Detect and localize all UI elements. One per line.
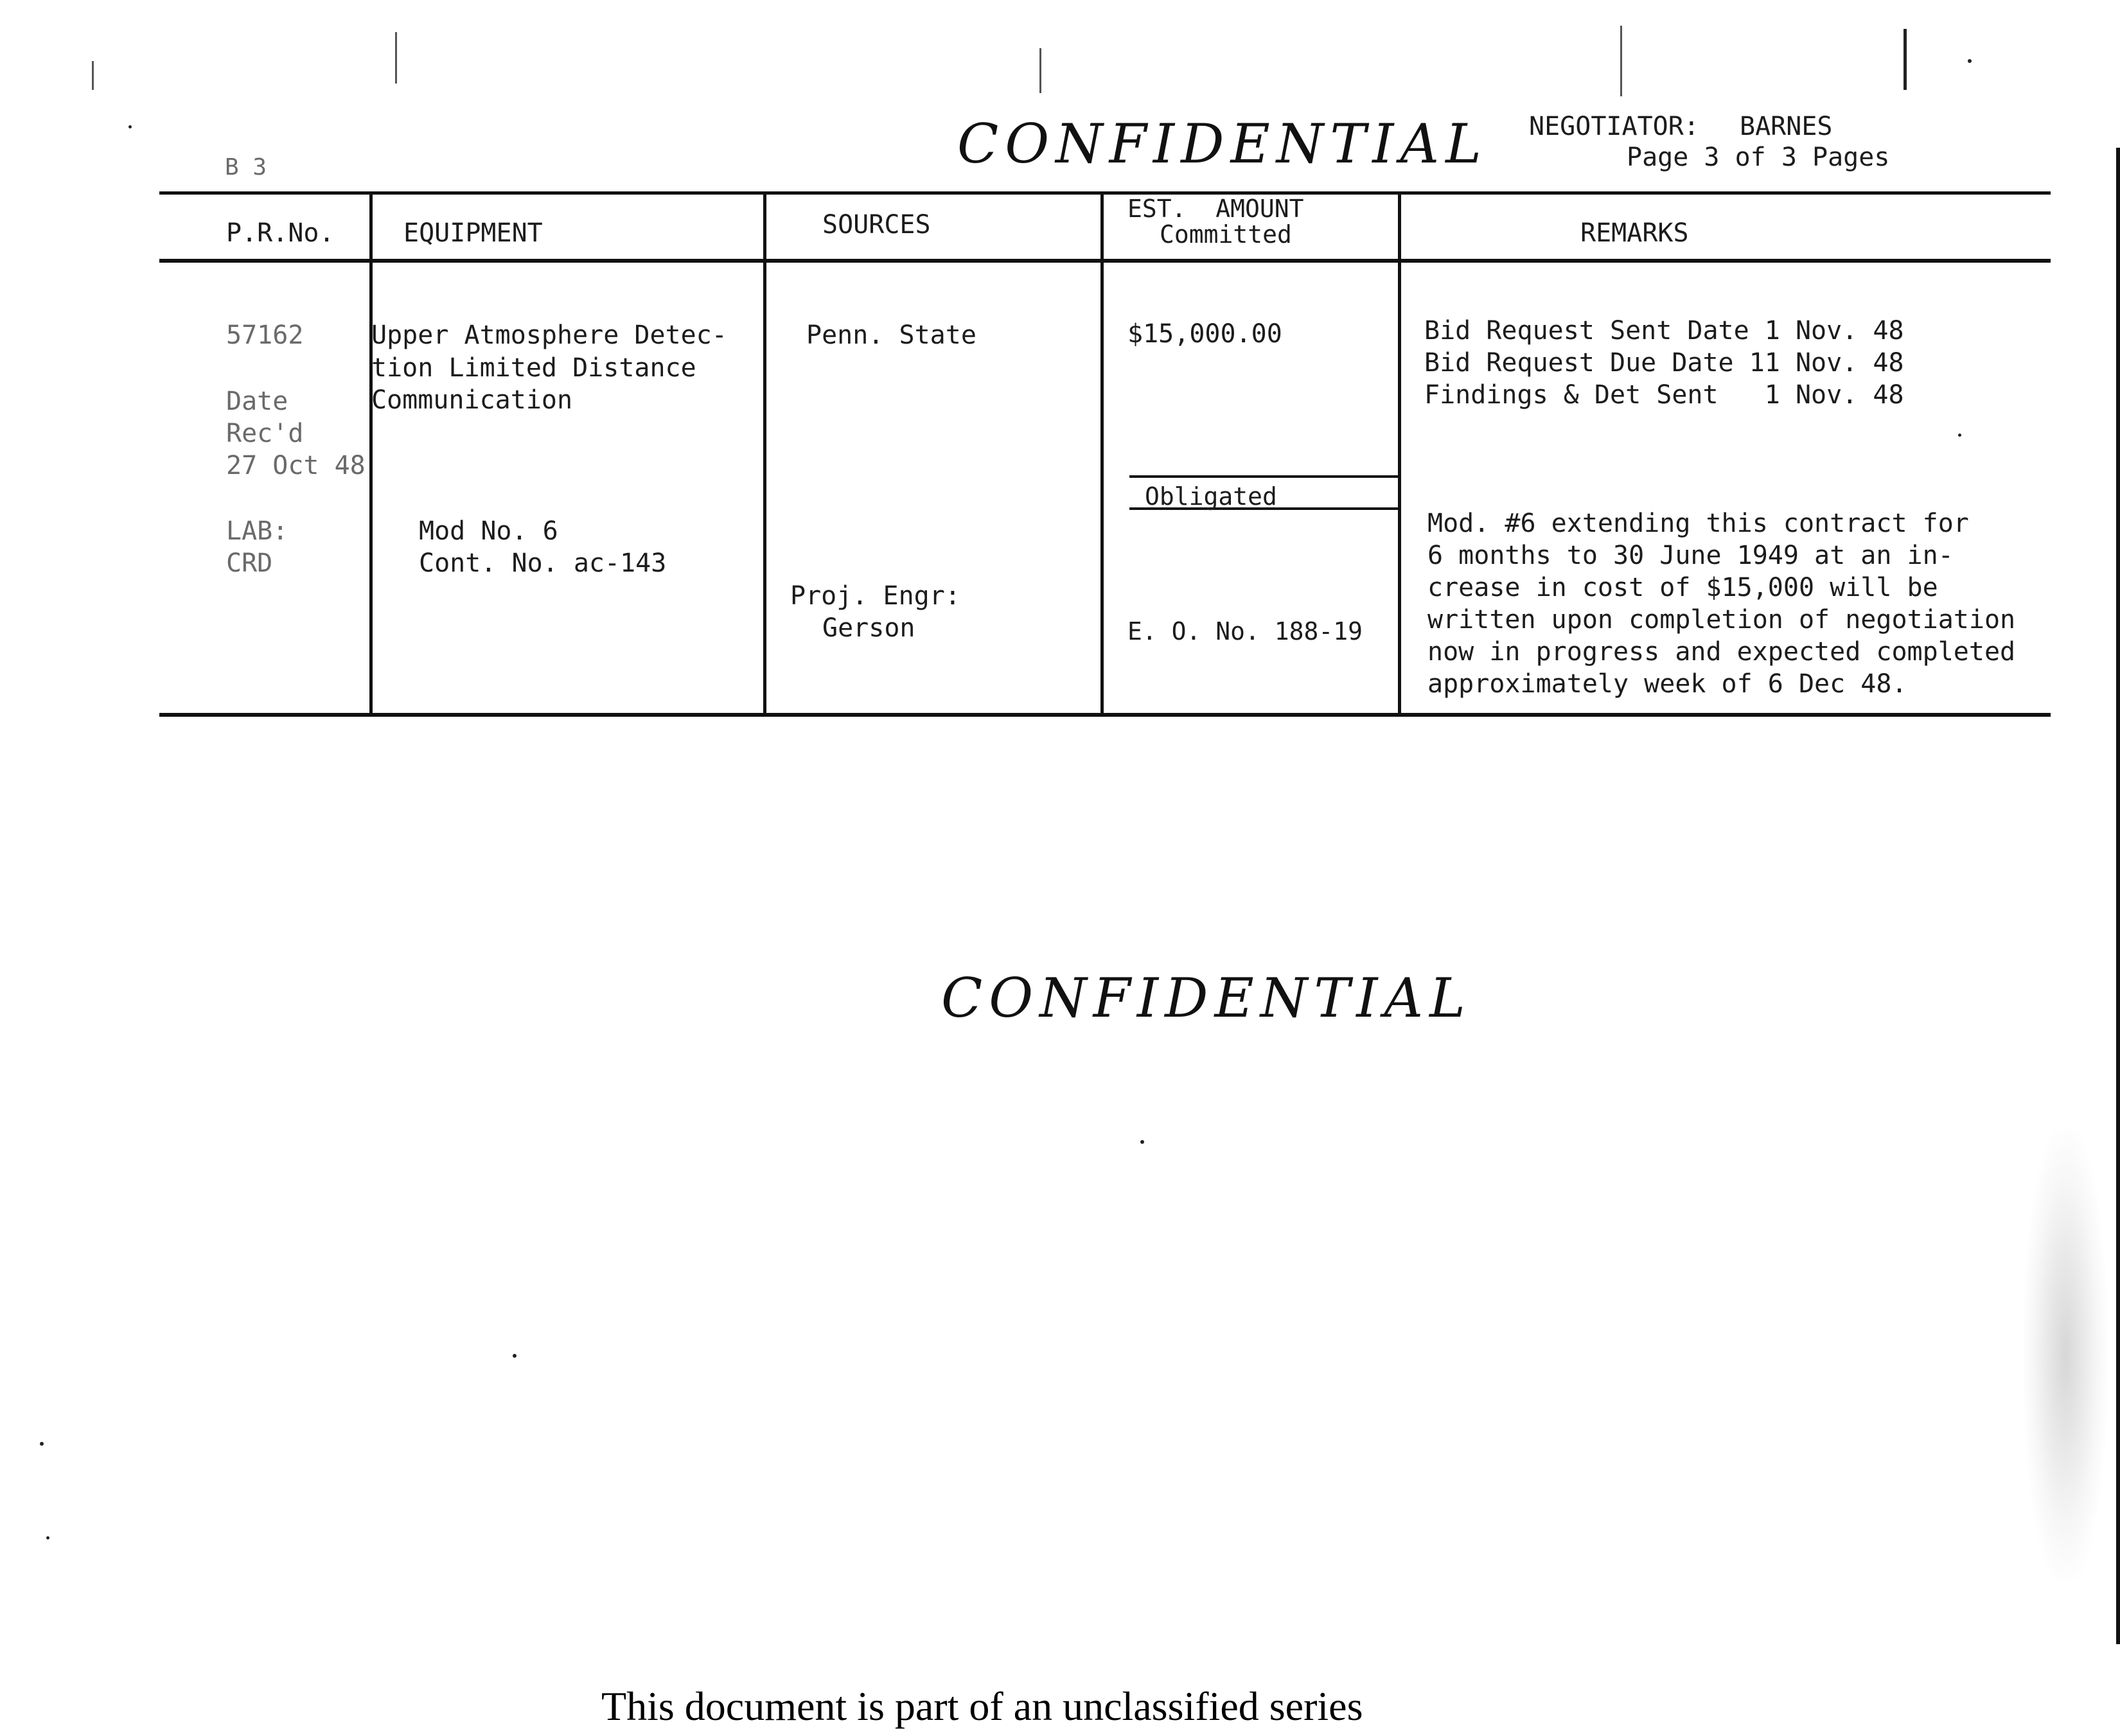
unclassified-series-notice: This document is part of an unclassified series	[601, 1683, 1363, 1729]
scan-mark	[1039, 48, 1041, 93]
equipment-line: Communication	[371, 385, 573, 415]
negotiator-name: BARNES	[1740, 112, 1833, 141]
column-divider	[1100, 194, 1104, 713]
scan-mark	[1620, 26, 1622, 96]
project-engineer-label: Proj. Engr:	[790, 581, 960, 611]
confidential-stamp-top: CONFIDENTIAL	[957, 112, 1488, 175]
confidential-stamp-middle: CONFIDENTIAL	[941, 967, 1472, 1030]
column-header-equipment: EQUIPMENT	[403, 218, 543, 248]
remarks-line: Mod. #6 extending this contract for	[1427, 509, 1969, 538]
scan-shadow	[2024, 1130, 2107, 1580]
obligated-label: Obligated	[1145, 482, 1277, 511]
scan-speck	[513, 1354, 517, 1358]
remarks-line: Bid Request Due Date 11 Nov. 48	[1424, 348, 1904, 378]
negotiator-label: NEGOTIATOR:	[1529, 112, 1699, 141]
lab-label: LAB:	[226, 516, 288, 546]
column-header-pr-no: P.R.No.	[226, 218, 335, 248]
column-divider	[763, 194, 766, 713]
date-label: Date	[226, 387, 288, 416]
eo-number: E. O. No. 188-19	[1127, 617, 1363, 645]
remarks-line: Findings & Det Sent 1 Nov. 48	[1424, 380, 1904, 410]
scan-edge	[2116, 148, 2120, 1644]
scan-mark	[92, 61, 94, 90]
table-top-rule	[159, 191, 2051, 195]
scan-speck	[1968, 59, 1972, 63]
project-engineer-name: Gerson	[822, 613, 915, 643]
scan-mark	[395, 32, 397, 83]
lab-value: CRD	[226, 548, 273, 578]
column-divider	[1398, 194, 1401, 713]
remarks-line: now in progress and expected completed	[1427, 637, 2016, 667]
scan-speck	[40, 1442, 44, 1446]
column-header-sources: SOURCES	[822, 210, 931, 240]
column-header-est-amount: EST. AMOUNT	[1127, 195, 1304, 223]
scan-speck	[1958, 434, 1961, 437]
received-date: 27 Oct 48	[226, 451, 366, 480]
column-divider	[369, 194, 373, 713]
page-info: Page 3 of 3 Pages	[1627, 143, 1890, 172]
scan-speck	[128, 125, 132, 128]
remarks-line: crease in cost of $15,000 will be	[1427, 573, 1938, 602]
table-header-rule	[159, 259, 2051, 263]
equipment-line: Upper Atmosphere Detec-	[371, 320, 727, 350]
received-label: Rec'd	[226, 419, 304, 448]
scan-speck	[1140, 1140, 1144, 1144]
scan-speck	[46, 1536, 49, 1539]
remarks-line: written upon completion of negotiation	[1427, 605, 2016, 635]
equipment-line: tion Limited Distance	[371, 353, 696, 383]
column-header-remarks: REMARKS	[1580, 218, 1689, 248]
source-name: Penn. State	[806, 320, 976, 350]
table-bottom-rule	[159, 713, 2051, 717]
pr-number: 57162	[226, 320, 304, 350]
corner-mark: B 3	[225, 154, 267, 180]
committed-amount: $15,000.00	[1127, 319, 1282, 349]
column-header-committed: Committed	[1160, 220, 1292, 249]
remarks-line: 6 months to 30 June 1949 at an in-	[1427, 541, 1954, 570]
scan-mark	[1904, 29, 1907, 90]
remarks-line: Bid Request Sent Date 1 Nov. 48	[1424, 316, 1904, 346]
mod-number: Mod No. 6	[419, 516, 558, 546]
obligated-rule-top	[1129, 475, 1399, 478]
contract-number: Cont. No. ac-143	[419, 548, 667, 578]
remarks-line: approximately week of 6 Dec 48.	[1427, 669, 1907, 699]
